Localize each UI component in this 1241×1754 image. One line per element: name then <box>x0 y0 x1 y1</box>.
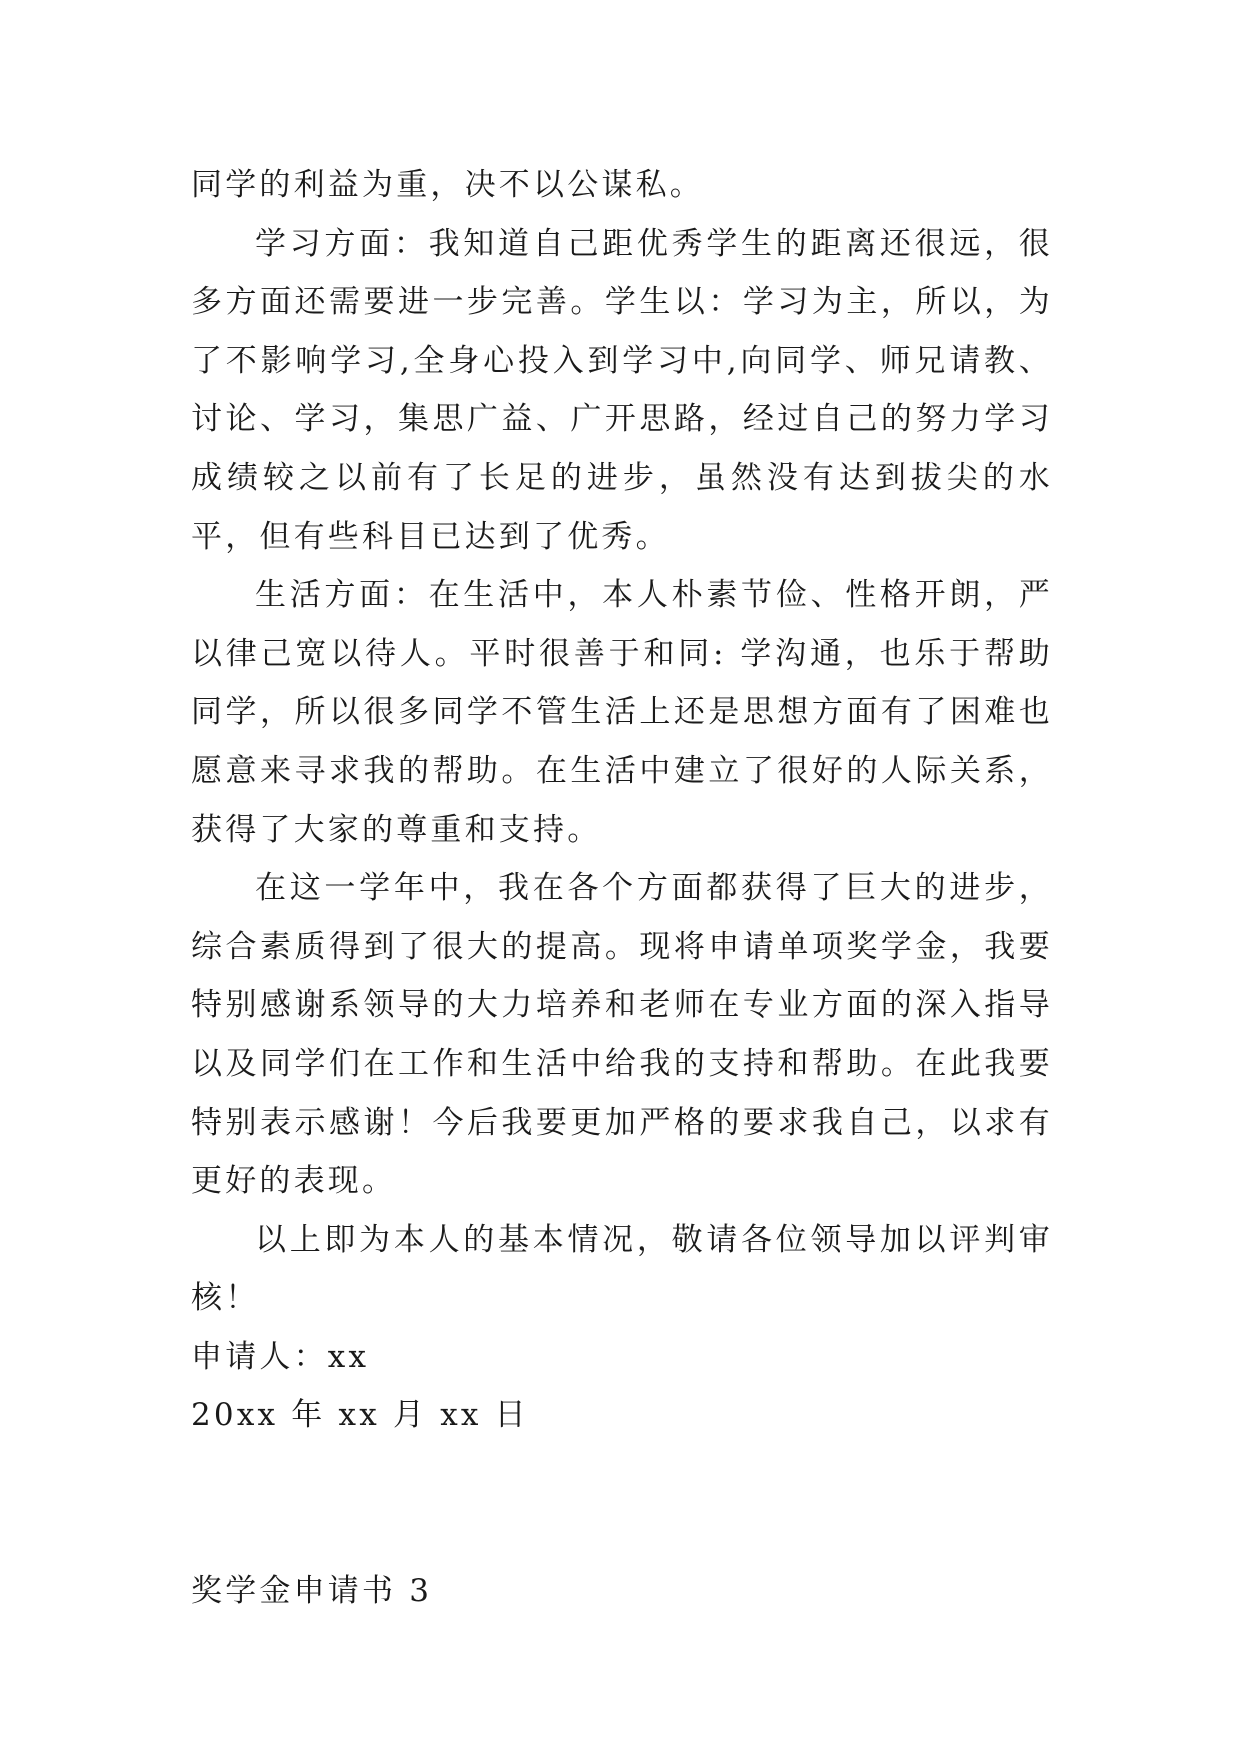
section-title: 奖学金申请书 3 <box>191 1573 433 1610</box>
paragraph-summary: 在这一学年中，我在各个方面都获得了巨大的进步，综合素质得到了很大的提高。现将申请单项奖学金，我要特别感谢系领导的大力培养和老师在专业方面的深入指导以及同学们在工作和生活中给我的支持和帮助。在此我要特别表示感谢！今后我要更加严格的要求我自己，以求有更好的表现。 <box>191 870 1053 1200</box>
section-spacer <box>191 1445 1053 1562</box>
paragraph-life: 生活方面：在生活中，本人朴素节俭、性格开朗，严以律己宽以待人。平时很善于和同: 学沟通，也乐于帮助同学，所以很多同学不管生活上还是思想方面有了困难也愿意来寻求我的帮助。在生活中建立了很好的人际关系，获得了大家的尊重和支持。 <box>191 577 1053 848</box>
paragraph-study: 学习方面：我知道自己距优秀学生的距离还很远，很多方面还需要进一步完善。学生以：学习为主，所以，为了不影响学习,全身心投入到学习中,向同学、师兄请教、讨论、学习，集思广益、广开思路，经过自己的努力学习成绩较之以前有了长足的进步，虽然没有达到拔尖的水平，但有些科目已达到了优秀。 <box>191 225 1053 555</box>
date-line: 20xx 年 xx 月 xx 日 <box>191 1397 529 1434</box>
paragraph-continuation: 同学的利益为重，决不以公谋私。 <box>191 167 704 203</box>
paragraph-closing: 以上即为本人的基本情况，敬请各位领导加以评判审核！ <box>191 1221 1053 1317</box>
document-body <box>191 156 1053 1621</box>
applicant-line: 申请人：xx <box>191 1338 370 1375</box>
